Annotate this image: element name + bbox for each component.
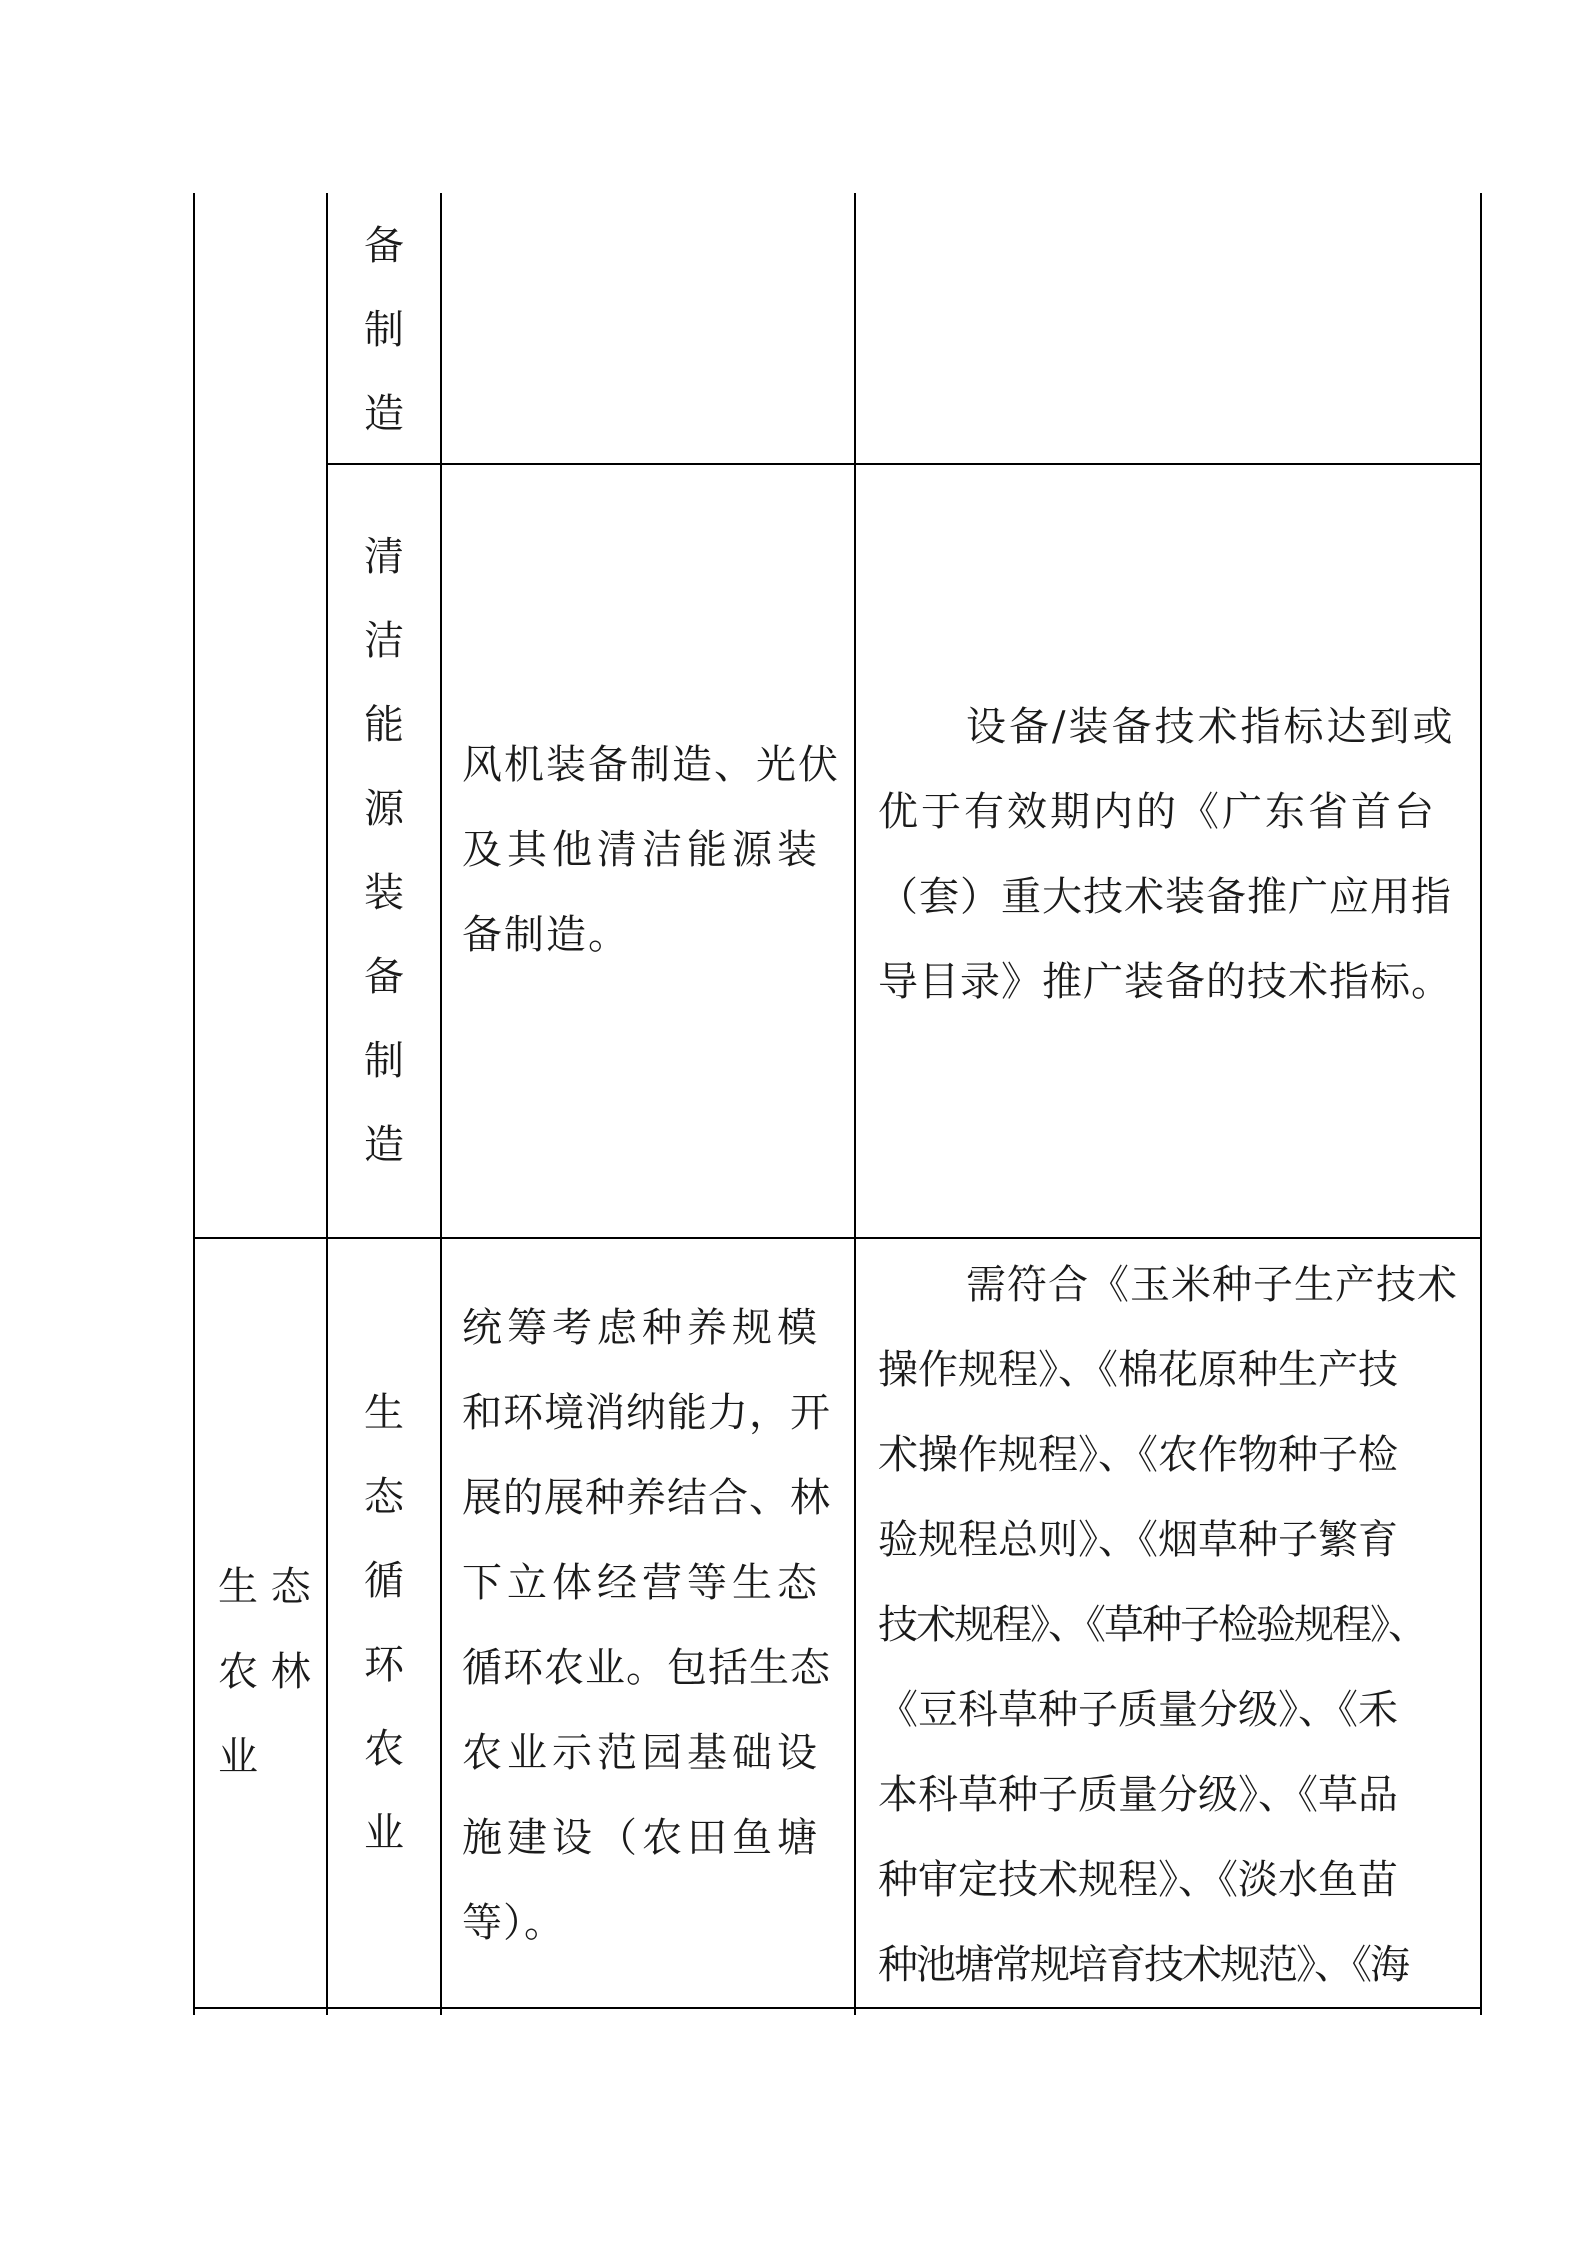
row3-requirement-line: 《豆科草种子质量分级》、《禾: [878, 1687, 1398, 1733]
row3-content-line: 循环农业。包括生态: [462, 1645, 831, 1691]
row2-subcategory: [328, 467, 440, 1235]
row3-requirement-line: 技术规程》、《草种子检验规程》、: [878, 1602, 1426, 1648]
row2-content-line: 备制造。: [462, 912, 630, 958]
row1-subcategory-char: 制: [364, 307, 404, 353]
row2-requirement-line: 设备/装备技术指标达到或: [966, 704, 1456, 750]
table-col-divider-2: [440, 193, 442, 2015]
row3-content-line: 统筹考虑种养规模: [462, 1305, 822, 1351]
row-divider-1: [326, 463, 1482, 465]
row2-content: [462, 723, 842, 978]
row2-requirement-line: 导目录》推广装备的技术指标。: [878, 959, 1452, 1005]
row3-subcategory-char: 环: [364, 1642, 404, 1688]
row3-requirement: [878, 1243, 1468, 2008]
row3-category: [196, 1545, 326, 1800]
row3-requirement-line: 术操作规程》、《农作物种子检: [878, 1432, 1398, 1478]
row3-content-line: 展的展种养结合、林: [462, 1475, 831, 1521]
row3-subcategory: [328, 1241, 440, 2005]
row-divider-2: [193, 1237, 1482, 1239]
row3-category-line: 农 林: [218, 1649, 311, 1695]
row3-content-line: 和环境消纳能力，开: [462, 1390, 831, 1436]
row3-requirement-line: 验规程总则》、《烟草种子繁育: [878, 1517, 1398, 1563]
row3-category-line: 业: [218, 1734, 258, 1780]
row3-subcategory-char: 态: [364, 1474, 404, 1520]
row2-requirement: [878, 685, 1468, 1025]
table-col-divider-3: [854, 193, 856, 2015]
row3-subcategory-char: 农: [364, 1726, 404, 1772]
row3-requirement-line: 本科草种子质量分级》、《草品: [878, 1772, 1398, 1818]
row2-subcategory-char: 制: [364, 1038, 404, 1084]
row3-content-line: 下立体经营等生态: [462, 1560, 822, 1606]
table-border-left: [193, 193, 195, 2015]
row2-subcategory-char: 造: [364, 1122, 404, 1168]
row3-content-line: 施建设（农田鱼塘: [462, 1815, 822, 1861]
row1-subcategory-char: 造: [364, 391, 404, 437]
row2-content-line: 风机装备制造、光伏: [462, 742, 840, 788]
row3-requirement-line: 种审定技术规程》、《淡水鱼苗: [878, 1857, 1398, 1903]
row3-subcategory-char: 业: [364, 1810, 404, 1856]
row3-subcategory-char: 生: [364, 1390, 404, 1436]
row3-category-line: 生 态: [218, 1564, 311, 1610]
row2-subcategory-char: 洁: [364, 618, 404, 664]
row3-requirement-line: 种池塘常规培育技术规范》、《海: [878, 1942, 1408, 1988]
table-border-right: [1480, 193, 1482, 2015]
row2-subcategory-char: 源: [364, 786, 404, 832]
row3-requirement-line: 需符合《玉米种子生产技术: [966, 1262, 1458, 1308]
row1-subcategory: [328, 200, 440, 460]
row3-content-line: 农业示范园基础设: [462, 1730, 822, 1776]
row1-subcategory-char: 备: [364, 223, 404, 269]
row2-subcategory-char: 能: [364, 702, 404, 748]
row3-requirement-line: 操作规程》、《棉花原种生产技: [878, 1347, 1398, 1393]
row2-subcategory-char: 清: [364, 534, 404, 580]
row2-subcategory-char: 装: [364, 870, 404, 916]
row2-requirement-line: 优于有效期内的《广东省首台: [878, 789, 1437, 835]
row2-requirement-line: （套）重大技术装备推广应用指: [878, 874, 1452, 920]
row3-content: [462, 1286, 842, 1966]
row2-content-line: 及其他清洁能源装: [462, 827, 822, 873]
row2-subcategory-char: 备: [364, 954, 404, 1000]
row3-content-line: 等）。: [462, 1900, 565, 1946]
row3-subcategory-char: 循: [364, 1558, 404, 1604]
